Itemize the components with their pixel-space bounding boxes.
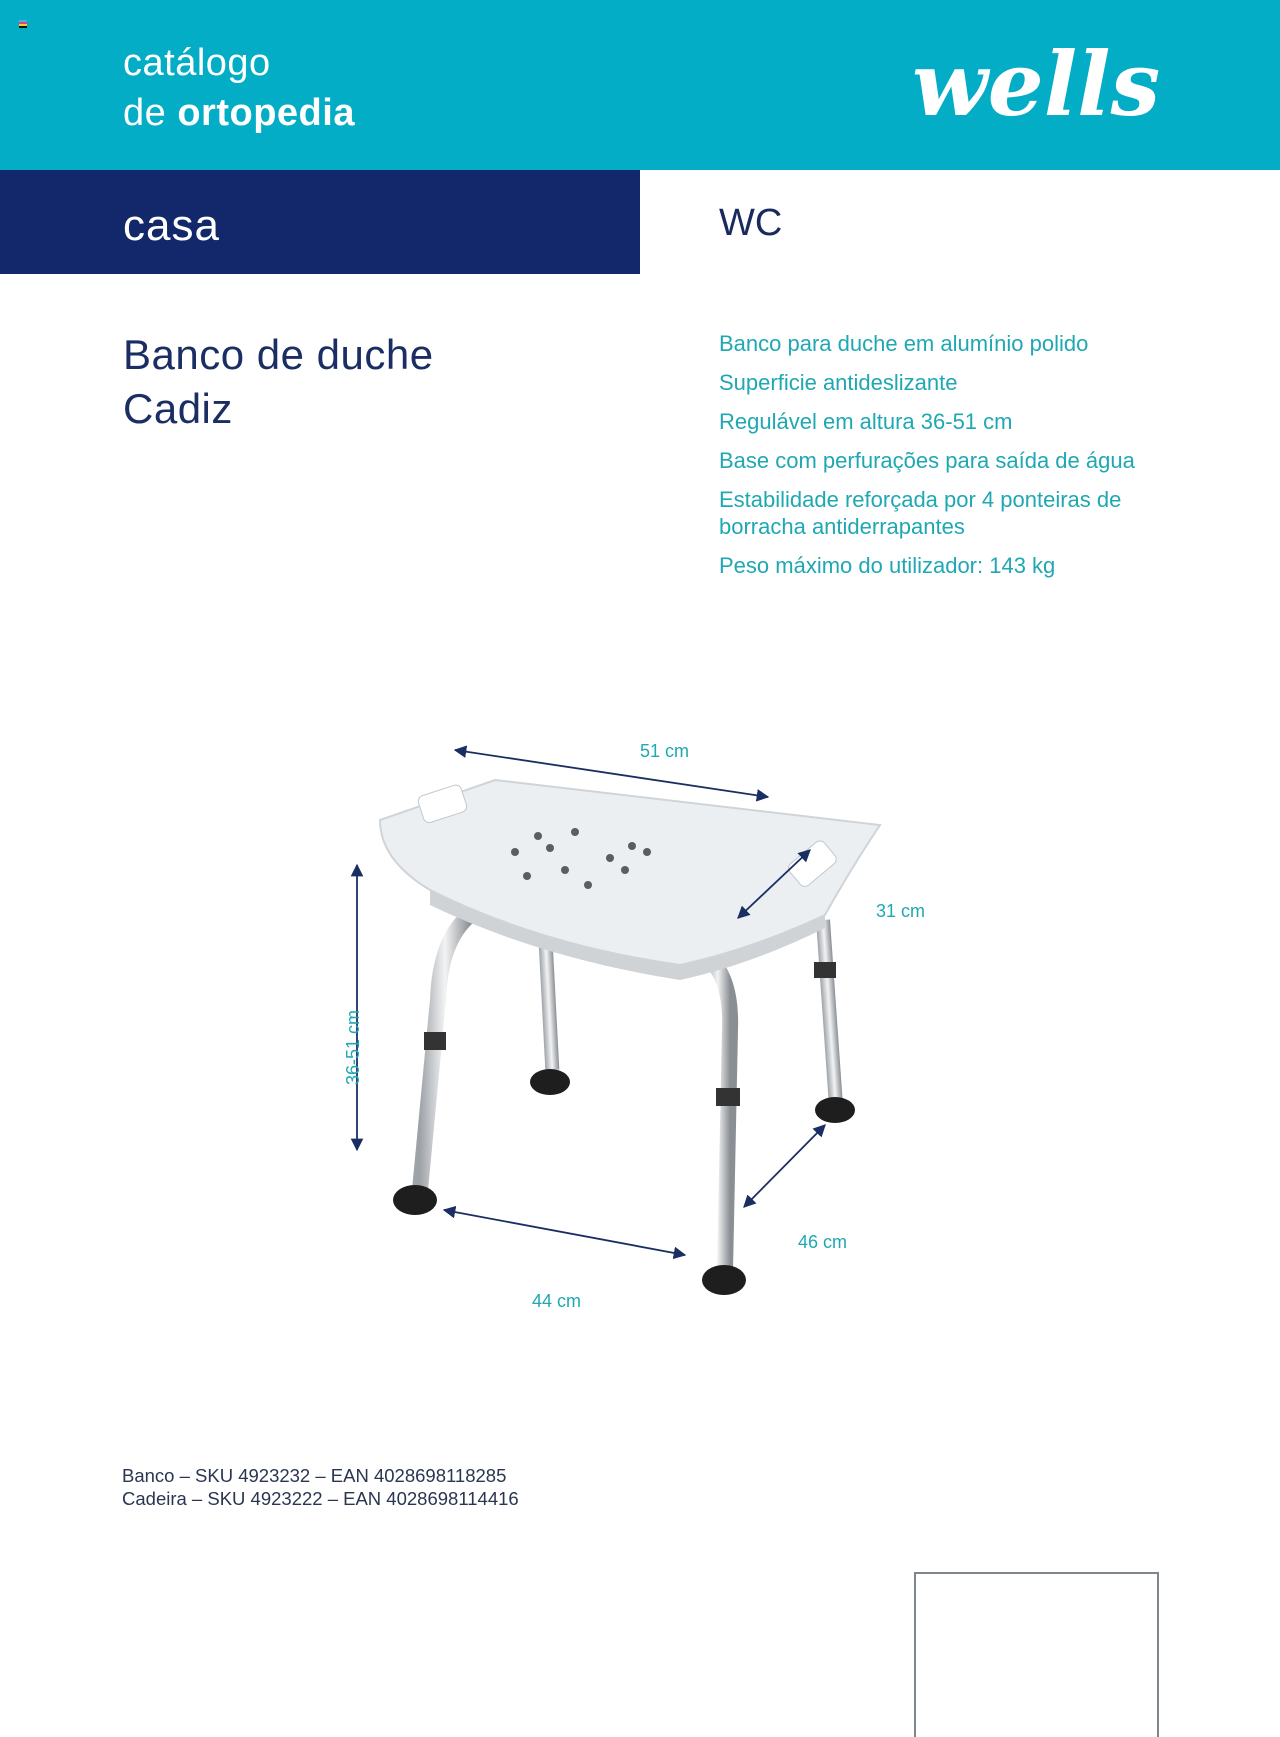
catalog-title-bold: ortopedia [177,92,355,134]
product-title [123,328,434,436]
catalog-header [0,0,1280,170]
dimension-depth-top: 31 cm [876,901,926,921]
empty-placeholder-box [914,1572,1159,1737]
feature-item: Estabilidade reforçada por 4 ponteiras de borracha antiderrapantes [719,487,1122,539]
product-title-line2: Cadiz [123,385,233,432]
section-band [0,170,640,274]
dimension-height-range: 36-51 cm [343,1009,363,1085]
dimension-width-top: 51 cm [640,741,690,761]
catalog-title [123,38,355,138]
feature-item: Regulável em altura 36-51 cm [719,409,1013,434]
sku-line-banco: Banco – SKU 4923232 – EAN 4028698118285 [122,1465,507,1486]
svg-text:wells: wells [912,40,1161,130]
product-title-line1: Banco de duche [123,331,434,378]
feature-list [719,330,1169,591]
subcategory-label: WC [719,202,783,244]
category-label: casa [123,201,220,250]
product-image [320,740,940,1360]
dimension-width-base: 44 cm [532,1291,582,1311]
sku-line-cadeira: Cadeira – SKU 4923222 – EAN 4028698114416 [122,1488,519,1509]
dimension-depth-base: 46 cm [798,1232,848,1252]
wells-logo-icon [912,40,1162,130]
feature-item: Superficie antideslizante [719,370,958,395]
feature-item: Base com perfurações para saída de água [719,448,1135,473]
catalog-title-prefix: de [123,92,167,134]
catalog-title-line1: catálogo [123,42,271,84]
sku-list [122,1464,519,1510]
print-color-mark-icon [19,20,27,28]
feature-item: Peso máximo do utilizador: 143 kg [719,553,1056,578]
feature-item: Banco para duche em alumínio polido [719,331,1089,356]
